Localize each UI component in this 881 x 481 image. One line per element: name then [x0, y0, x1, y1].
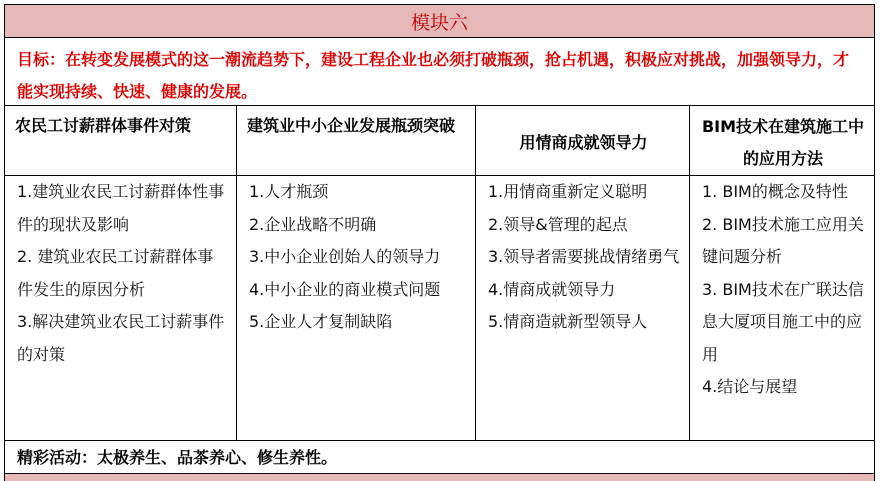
column-header: 用情商成就领导力: [476, 106, 689, 176]
list-item: 2.领导&管理的起点: [488, 214, 628, 234]
column-header: BIM技术在建筑施工中的应用方法: [690, 106, 874, 176]
next-module-header-edge: [4, 474, 875, 481]
module-table: [4, 4, 875, 474]
list-item: 2. 建筑业农民工讨薪群体事件发生的原因分析: [17, 247, 214, 299]
list-item: 3. BIM技术在广联达信息大厦项目施工中的应用: [702, 279, 864, 364]
column-header: 农民工讨薪群体事件对策: [5, 106, 236, 176]
column-sme-breakthrough: [237, 106, 476, 440]
column-bim: [690, 106, 874, 440]
goal-text: 目标：在转变发展模式的这一潮流趋势下，建设工程企业也必须打破瓶颈，抢占机遇，积极应对挑战，加强领导力，才能实现持续、快速、健康的发展。: [5, 38, 874, 106]
list-item: 1.用情商重新定义聪明: [488, 182, 648, 201]
column-items: [237, 176, 475, 339]
topic-columns: [5, 106, 874, 441]
list-item: 3.中小企业创始人的领导力: [249, 247, 441, 266]
list-item: 5.企业人才复制缺陷: [249, 312, 393, 331]
list-item: 4.结论与展望: [702, 377, 798, 396]
column-items: [476, 176, 689, 339]
list-item: 3.领导者需要挑战情绪勇气: [488, 247, 680, 266]
list-item: 1. BIM的概念及特性: [702, 182, 848, 201]
list-item: 4.中小企业的商业模式问题: [249, 279, 441, 299]
list-item: 4.情商成就领导力: [488, 279, 616, 299]
list-item: 1.建筑业农民工讨薪群体性事件的现状及影响: [17, 182, 225, 234]
column-items: [5, 176, 236, 371]
column-items: [690, 176, 874, 404]
list-item: 2. BIM技术施工应用关键问题分析: [702, 214, 864, 266]
activities-footer: 精彩活动：太极养生、品茶养心、修生养性。: [17, 448, 338, 467]
column-eq-leadership: [476, 106, 690, 440]
list-item: 5.情商造就新型领导人: [488, 312, 648, 331]
list-item: 3.解决建筑业农民工讨薪事件的对策: [17, 312, 225, 364]
list-item: 1.人才瓶颈: [249, 182, 329, 201]
module-title: 模块六: [5, 5, 874, 38]
column-migrant-wage: [5, 106, 237, 440]
column-header: 建筑业中小企业发展瓶颈突破: [237, 106, 475, 176]
list-item: 2.企业战略不明确: [249, 214, 377, 234]
